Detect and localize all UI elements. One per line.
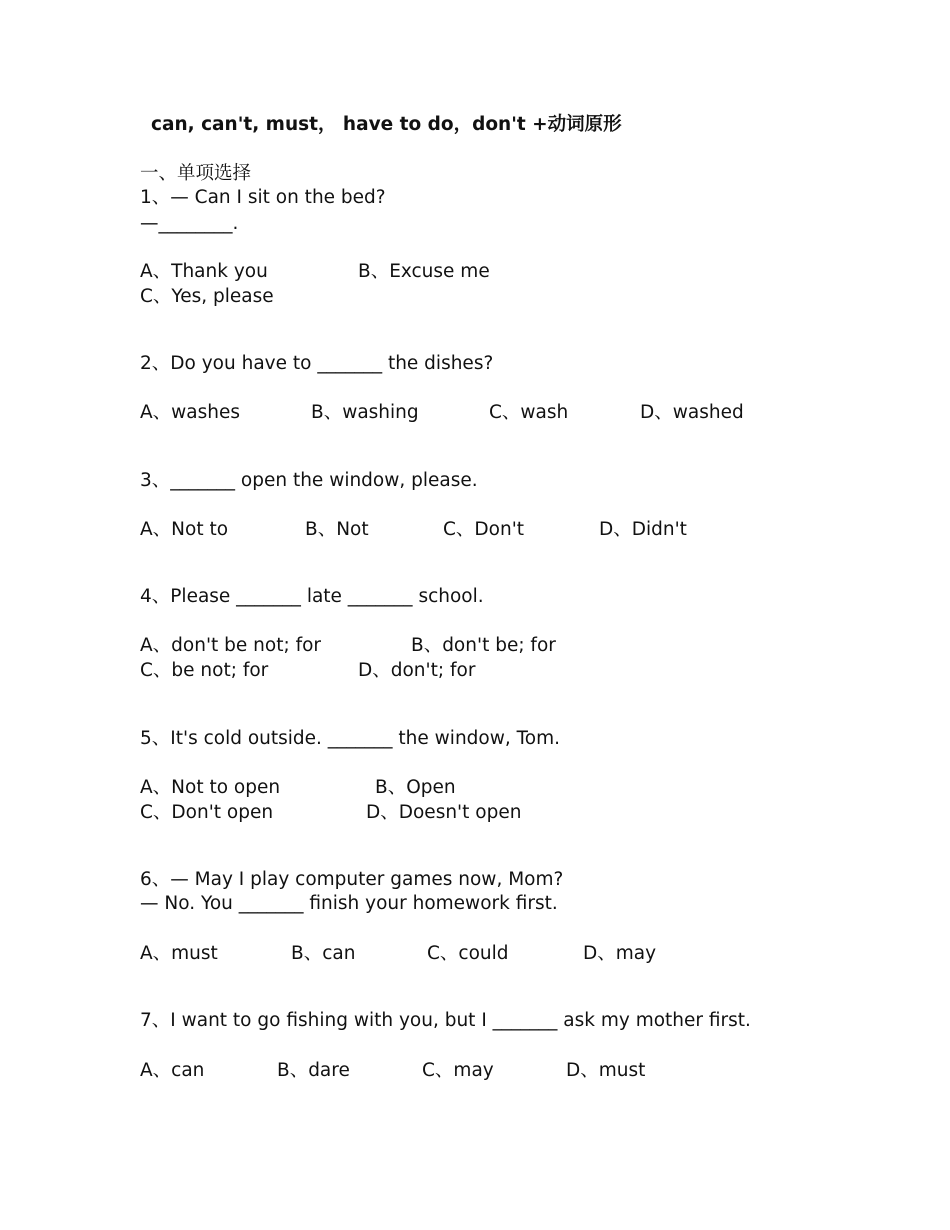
option-d: D、may — [583, 943, 657, 964]
section-heading: 一、单项选择 — [140, 163, 252, 184]
option-c: C、Yes, please — [140, 286, 274, 307]
option-b: B、don't be; for — [411, 635, 556, 656]
option-b: B、dare — [277, 1060, 350, 1081]
option-c: C、wash — [489, 402, 569, 423]
option-a: A、must — [140, 943, 218, 964]
question-text: 1、— Can I sit on the bed? — [140, 187, 386, 208]
question-text: 7、I want to go fishing with you, but I _______ ask my mother first. — [140, 1010, 751, 1031]
option-d: D、washed — [640, 402, 744, 423]
option-a: A、Not to open — [140, 777, 281, 798]
option-a: A、don't be not; for — [140, 635, 322, 656]
option-a: A、can — [140, 1060, 205, 1081]
option-c: C、Don't — [443, 519, 525, 540]
option-c: C、may — [422, 1060, 494, 1081]
option-c: C、Don't open — [140, 802, 274, 823]
question-text: 3、_______ open the window, please. — [140, 470, 478, 491]
option-a: A、Not to — [140, 519, 229, 540]
option-a: A、washes — [140, 402, 241, 423]
answer-blank-line: —________. — [140, 213, 239, 234]
option-b: B、Not — [305, 519, 369, 540]
option-d: D、Didn't — [599, 519, 687, 540]
option-b: B、Open — [375, 777, 456, 798]
option-b: B、can — [291, 943, 356, 964]
question-text: 6、— May I play computer games now, Mom? — [140, 869, 564, 890]
option-a: A、Thank you — [140, 261, 268, 282]
page-title: can, can't, must， have to do，don't +动词原形 — [151, 114, 622, 135]
question-text: 4、Please _______ late _______ school. — [140, 586, 484, 607]
question-text: 5、It's cold outside. _______ the window, Tom. — [140, 728, 560, 749]
option-c: C、could — [427, 943, 509, 964]
option-c: C、be not; for — [140, 660, 269, 681]
option-b: B、washing — [311, 402, 419, 423]
option-d: D、Doesn't open — [366, 802, 522, 823]
question-text: 2、Do you have to _______ the dishes? — [140, 353, 494, 374]
option-d: D、don't; for — [358, 660, 476, 681]
question-text-line-2: — No. You _______ finish your homework first. — [140, 893, 558, 914]
option-b: B、Excuse me — [358, 261, 490, 282]
option-d: D、must — [566, 1060, 646, 1081]
